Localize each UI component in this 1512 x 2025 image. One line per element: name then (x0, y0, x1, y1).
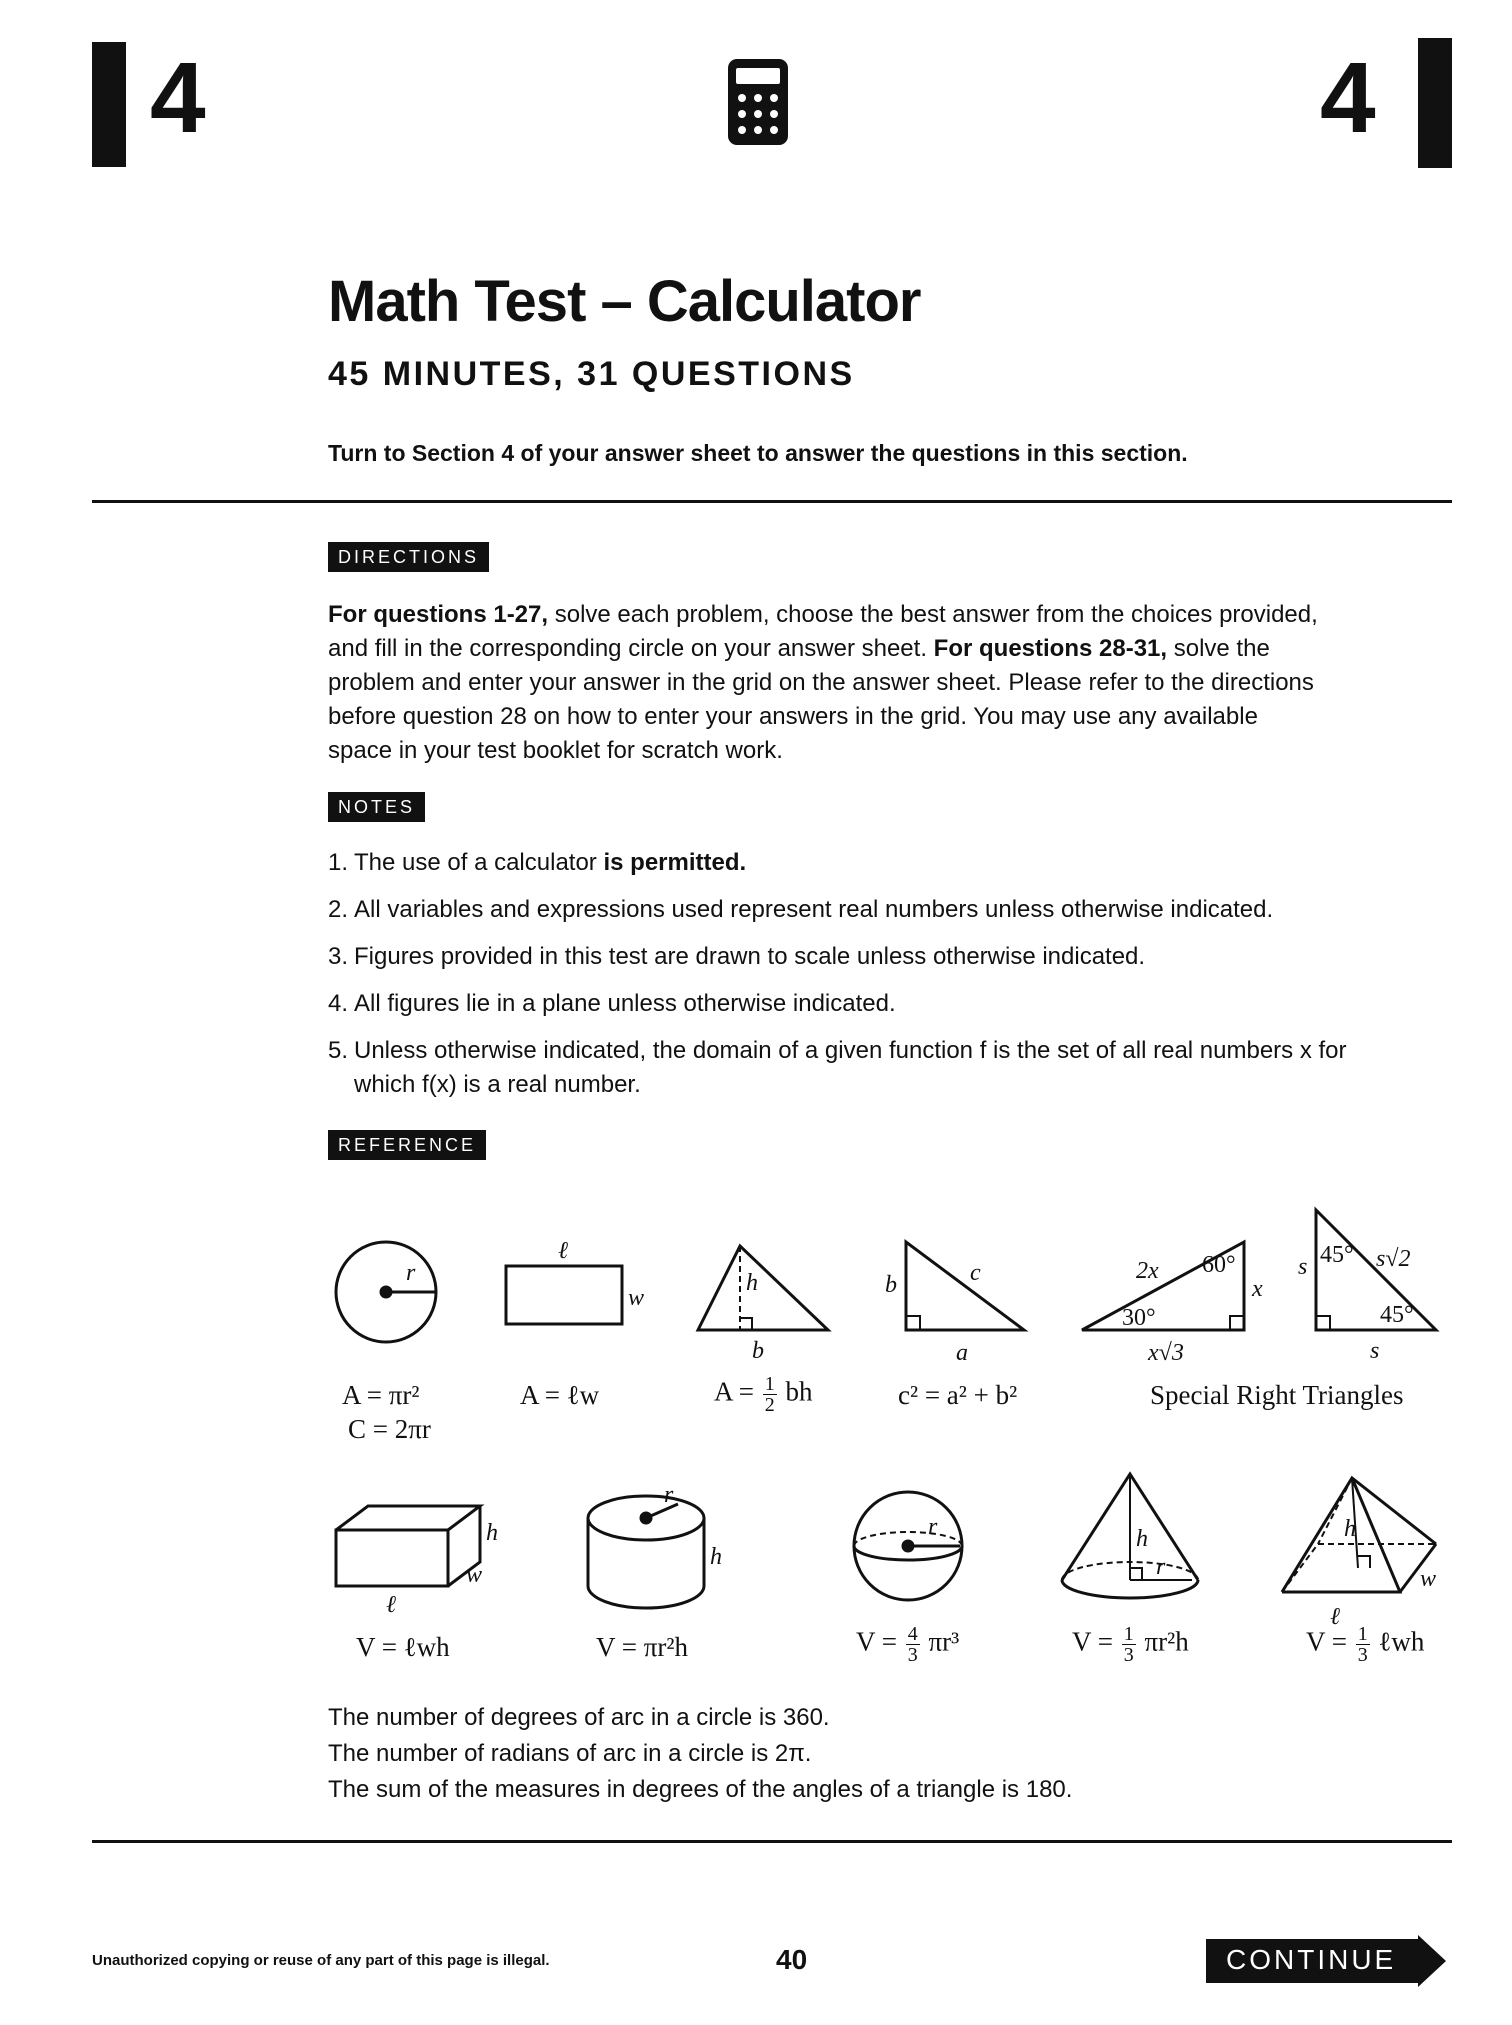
fraction-denominator: 3 (1123, 1644, 1134, 1666)
section-number-left: 4 (150, 42, 206, 154)
triangle-45-45-90-figure (1298, 1210, 1436, 1364)
label-x: x (1252, 1276, 1263, 1302)
label-cyl-r: r (664, 1482, 674, 1508)
formula-triangle-area (714, 1374, 813, 1415)
label-box-w: w (466, 1562, 483, 1588)
formula-pythagorean: c² = a² + b² (898, 1380, 1018, 1410)
fraction-denominator: 3 (907, 1644, 918, 1666)
fraction-numerator: 1 (1357, 1623, 1368, 1645)
note-bold: is permitted. (603, 849, 747, 876)
formula-cone-rhs: πr²h (1144, 1626, 1189, 1657)
note-item (328, 893, 1378, 927)
directions-bold-1: For questions 1-27, (328, 601, 549, 628)
formula-sphere-lhs: V = (856, 1626, 897, 1657)
copyright-notice: Unauthorized copying or reuse of any part of this page is illegal. (92, 1952, 550, 1969)
formula-sphere-rhs: πr³ (928, 1626, 960, 1657)
section-bar-right (1418, 38, 1452, 168)
label-h: h (746, 1270, 758, 1296)
cylinder-figure (588, 1482, 722, 1608)
directions-text-1: solve each problem, choose the best answer from the choices provided, and fill in the corresponding circle on your answer sheet. (328, 601, 1318, 662)
fraction (1356, 1624, 1370, 1665)
label-b: b (752, 1338, 764, 1364)
reference-label: REFERENCE (328, 1130, 486, 1160)
note-number: 4. (328, 990, 349, 1017)
label-60deg: 60° (1202, 1252, 1236, 1278)
note-item (328, 1034, 1378, 1102)
note-text: The use of a calculator (354, 849, 604, 876)
fraction (906, 1624, 920, 1665)
triangle-30-60-90-figure (1082, 1242, 1263, 1366)
fraction-numerator: 1 (764, 1373, 775, 1395)
fraction-numerator: 1 (1123, 1623, 1134, 1645)
reference-figures (300, 1200, 1480, 1680)
fraction (763, 1374, 777, 1415)
label-45deg-bottom: 45° (1380, 1302, 1414, 1328)
section-instruction: Turn to Section 4 of your answer sheet to answer the questions in this section. (328, 440, 1188, 466)
label-w: w (628, 1285, 645, 1311)
fraction (1122, 1624, 1136, 1665)
formula-box-volume: V = ℓwh (356, 1632, 450, 1662)
note-item (328, 987, 1378, 1021)
directions-text-2: solve the problem and enter your answer in the grid on the answer sheet. Please refer to the directions before question 28 on how to enter your answers in the grid. You may use any available space in your test booklet for scratch work. (328, 635, 1314, 764)
label-pyr-w: w (1420, 1566, 1437, 1592)
label-pyr-l: ℓ (1330, 1604, 1340, 1630)
formula-circle-circumference: C = 2πr (348, 1414, 431, 1444)
label-pyr-h: h (1344, 1516, 1356, 1542)
page-subtitle: 45 MINUTES, 31 QUESTIONS (328, 355, 855, 393)
formula-cone-volume (1072, 1624, 1189, 1665)
pyramid-figure (1282, 1478, 1436, 1630)
note-number: 2. (328, 896, 349, 923)
label-s-sqrt2: s√2 (1376, 1246, 1411, 1272)
label-x-sqrt3: x√3 (1148, 1340, 1184, 1366)
directions-label: DIRECTIONS (328, 542, 489, 572)
reference-facts (328, 1700, 1072, 1808)
fact-line: The number of degrees of arc in a circle is 360. (328, 1704, 830, 1731)
formula-cylinder-volume: V = πr²h (596, 1632, 688, 1662)
label-box-h: h (486, 1520, 498, 1546)
note-text: All variables and expressions used represent real numbers unless otherwise indicated. (354, 896, 1274, 923)
formula-triangle-rhs: bh (785, 1376, 813, 1407)
note-text: Figures provided in this test are drawn to scale unless otherwise indicated. (354, 943, 1146, 970)
note-item (328, 940, 1378, 974)
label-cyl-h: h (710, 1544, 722, 1570)
divider-bottom (92, 1840, 1452, 1843)
directions-text (328, 598, 1328, 768)
formula-pyramid-rhs: ℓwh (1378, 1626, 1425, 1657)
formula-cone-lhs: V = (1072, 1626, 1113, 1657)
fraction-denominator: 2 (764, 1394, 775, 1416)
label-a: a (956, 1340, 968, 1366)
formula-rectangle-area: A = ℓw (520, 1380, 600, 1410)
cone-figure (1062, 1474, 1198, 1598)
label-2x: 2x (1136, 1258, 1159, 1284)
formula-pyramid-lhs: V = (1306, 1626, 1347, 1657)
label-cone-h: h (1136, 1526, 1148, 1552)
formula-circle-area: A = πr² (342, 1380, 420, 1410)
fact-line: The number of radians of arc in a circle is 2π. (328, 1740, 812, 1767)
page-number: 40 (776, 1944, 808, 1975)
rectangle-figure (506, 1238, 644, 1324)
note-text: Unless otherwise indicated, the domain of a given function f is the set of all real numbers x for which f(x) is a real number. (354, 1037, 1347, 1098)
continue-button[interactable] (1206, 1935, 1446, 1987)
formula-triangle-lhs: A = (714, 1376, 754, 1407)
box-figure (336, 1506, 498, 1618)
formula-sphere-volume (856, 1624, 959, 1665)
fraction-denominator: 3 (1357, 1644, 1368, 1666)
note-item (328, 846, 1378, 880)
label-sph-r: r (928, 1514, 938, 1540)
label-box-l: ℓ (386, 1592, 396, 1618)
right-triangle-figure (885, 1242, 1024, 1366)
section-number-right: 4 (1320, 42, 1376, 154)
label-30deg: 30° (1122, 1305, 1156, 1331)
label-r: r (406, 1260, 416, 1286)
special-right-triangles-label: Special Right Triangles (1150, 1380, 1404, 1410)
sphere-figure (854, 1492, 962, 1600)
formula-pyramid-volume (1306, 1624, 1424, 1665)
notes-list (328, 846, 1378, 1115)
page-title: Math Test – Calculator (328, 269, 921, 334)
note-number: 3. (328, 943, 349, 970)
reference-diagrams (300, 1200, 1480, 1680)
continue-label: CONTINUE (1226, 1944, 1397, 1975)
fraction-numerator: 4 (907, 1623, 918, 1645)
fact-line: The sum of the measures in degrees of the angles of a triangle is 180. (328, 1776, 1073, 1803)
note-number: 1. (328, 849, 349, 876)
divider-top (92, 500, 1452, 503)
label-s-base: s (1370, 1338, 1380, 1364)
label-c: c (970, 1260, 981, 1286)
circle-figure (336, 1242, 436, 1342)
triangle-figure (698, 1246, 828, 1364)
label-b-leg: b (885, 1272, 897, 1298)
label-s-leg: s (1298, 1254, 1308, 1280)
label-45deg-top: 45° (1320, 1242, 1354, 1268)
note-number: 5. (328, 1037, 349, 1064)
section-bar-left (92, 42, 126, 167)
label-cone-r: r (1156, 1554, 1166, 1580)
calculator-icon (725, 56, 791, 148)
note-text: All figures lie in a plane unless otherwise indicated. (354, 990, 896, 1017)
directions-bold-2: For questions 28-31, (933, 635, 1168, 662)
label-l: ℓ (558, 1238, 568, 1264)
notes-label: NOTES (328, 792, 425, 822)
